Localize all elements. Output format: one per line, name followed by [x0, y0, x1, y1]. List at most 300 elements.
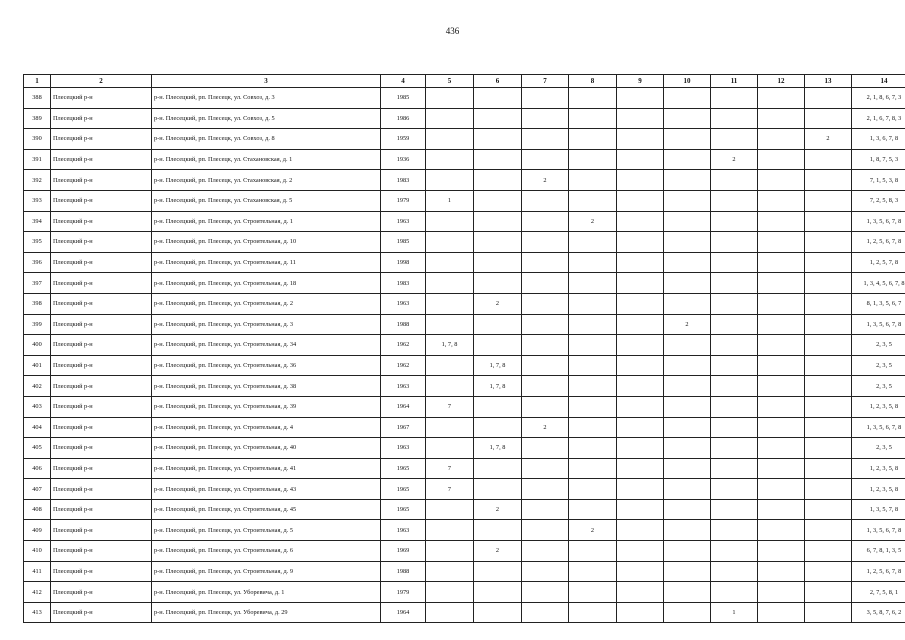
cell-col-6 — [474, 252, 522, 273]
cell-col-8 — [569, 417, 617, 438]
cell-address: р-н. Плесецкий, рп. Плесецк, ул. Совхоз, д. 3 — [152, 88, 381, 109]
cell-address: р-н. Плесецкий, рп. Плесецк, ул. Строительная, д. 45 — [152, 499, 381, 520]
cell-col-11 — [711, 479, 758, 500]
cell-row-number: 402 — [24, 376, 51, 397]
cell-col-10 — [664, 417, 711, 438]
cell-col-12 — [758, 232, 805, 253]
cell-row-number: 408 — [24, 499, 51, 520]
cell-year: 1985 — [381, 232, 426, 253]
cell-col-6 — [474, 396, 522, 417]
cell-codes: 1, 2, 3, 5, 8 — [852, 458, 905, 479]
cell-address: р-н. Плесецкий, рп. Плесецк, ул. Строительная, д. 36 — [152, 355, 381, 376]
cell-col-8 — [569, 582, 617, 603]
cell-col-10 — [664, 149, 711, 170]
cell-col-12 — [758, 602, 805, 623]
cell-col-5 — [426, 149, 474, 170]
cell-codes: 1, 3, 5, 6, 7, 8 — [852, 314, 905, 335]
cell-col-12 — [758, 520, 805, 541]
cell-col-11 — [711, 232, 758, 253]
cell-col-9 — [617, 602, 664, 623]
table-header-row — [24, 75, 905, 88]
cell-col-9 — [617, 479, 664, 500]
cell-col-7 — [522, 479, 569, 500]
cell-col-9 — [617, 458, 664, 479]
cell-col-7 — [522, 541, 569, 562]
cell-col-5 — [426, 541, 474, 562]
cell-year: 1936 — [381, 149, 426, 170]
cell-col-5 — [426, 355, 474, 376]
cell-address: р-н. Плесецкий, рп. Плесецк, ул. Совхоз, д. 5 — [152, 108, 381, 129]
table-body — [24, 88, 905, 623]
cell-col-8 — [569, 479, 617, 500]
cell-address: р-н. Плесецкий, рп. Плесецк, ул. Строительная, д. 43 — [152, 479, 381, 500]
cell-col-8 — [569, 335, 617, 356]
cell-address: р-н. Плесецкий, рп. Плесецк, ул. Строительная, д. 6 — [152, 541, 381, 562]
table-row — [24, 293, 905, 314]
cell-col-7 — [522, 582, 569, 603]
cell-address: р-н. Плесецкий, рп. Плесецк, ул. Уборевича, д. 29 — [152, 602, 381, 623]
cell-row-number: 409 — [24, 520, 51, 541]
cell-col-9 — [617, 170, 664, 191]
cell-col-13 — [805, 252, 852, 273]
column-header: 14 — [852, 75, 905, 88]
cell-col-13 — [805, 396, 852, 417]
cell-col-7 — [522, 561, 569, 582]
cell-col-13 — [805, 520, 852, 541]
cell-col-7 — [522, 335, 569, 356]
cell-col-12 — [758, 335, 805, 356]
cell-col-9 — [617, 376, 664, 397]
cell-year: 1979 — [381, 190, 426, 211]
cell-col-11 — [711, 376, 758, 397]
table-row — [24, 149, 905, 170]
cell-col-7 — [522, 108, 569, 129]
cell-col-10 — [664, 602, 711, 623]
cell-col-13 — [805, 335, 852, 356]
cell-address: р-н. Плесецкий, рп. Плесецк, ул. Строительная, д. 39 — [152, 396, 381, 417]
cell-codes: 1, 3, 5, 6, 7, 8 — [852, 211, 905, 232]
cell-col-11 — [711, 438, 758, 459]
cell-col-13 — [805, 273, 852, 294]
cell-col-12 — [758, 190, 805, 211]
cell-col-6 — [474, 108, 522, 129]
cell-col-12 — [758, 582, 805, 603]
cell-col-7 — [522, 499, 569, 520]
cell-district: Плесецкий р-н — [51, 88, 152, 109]
cell-year: 1963 — [381, 520, 426, 541]
page-number: 436 — [445, 26, 460, 36]
cell-col-10 — [664, 458, 711, 479]
cell-col-8 — [569, 376, 617, 397]
cell-col-6: 2 — [474, 293, 522, 314]
cell-address: р-н. Плесецкий, рп. Плесецк, ул. Строительная, д. 38 — [152, 376, 381, 397]
cell-col-9 — [617, 88, 664, 109]
cell-col-6 — [474, 602, 522, 623]
cell-col-5: 1 — [426, 190, 474, 211]
cell-col-11 — [711, 293, 758, 314]
cell-codes: 2, 1, 8, 6, 7, 3 — [852, 88, 905, 109]
cell-col-7 — [522, 376, 569, 397]
cell-col-5 — [426, 438, 474, 459]
cell-col-7 — [522, 232, 569, 253]
cell-district: Плесецкий р-н — [51, 170, 152, 191]
cell-col-11 — [711, 520, 758, 541]
cell-col-9 — [617, 520, 664, 541]
cell-col-13 — [805, 355, 852, 376]
cell-col-8 — [569, 190, 617, 211]
cell-col-7 — [522, 211, 569, 232]
table-row — [24, 314, 905, 335]
cell-district: Плесецкий р-н — [51, 129, 152, 150]
cell-year: 1964 — [381, 396, 426, 417]
cell-row-number: 397 — [24, 273, 51, 294]
cell-col-12 — [758, 211, 805, 232]
cell-col-9 — [617, 499, 664, 520]
cell-year: 1965 — [381, 479, 426, 500]
cell-col-7 — [522, 314, 569, 335]
cell-col-9 — [617, 273, 664, 294]
cell-year: 1963 — [381, 211, 426, 232]
cell-col-8 — [569, 541, 617, 562]
cell-col-12 — [758, 541, 805, 562]
cell-col-7 — [522, 520, 569, 541]
cell-col-13 — [805, 582, 852, 603]
cell-address: р-н. Плесецкий, рп. Плесецк, ул. Строительная, д. 3 — [152, 314, 381, 335]
cell-col-5 — [426, 252, 474, 273]
cell-row-number: 398 — [24, 293, 51, 314]
column-header: 1 — [24, 75, 51, 88]
cell-col-6 — [474, 232, 522, 253]
table-row — [24, 541, 905, 562]
cell-codes: 2, 3, 5 — [852, 438, 905, 459]
table-row — [24, 602, 905, 623]
cell-col-7 — [522, 355, 569, 376]
cell-col-8 — [569, 314, 617, 335]
cell-col-11 — [711, 273, 758, 294]
cell-col-12 — [758, 438, 805, 459]
cell-col-8 — [569, 149, 617, 170]
cell-row-number: 396 — [24, 252, 51, 273]
cell-address: р-н. Плесецкий, рп. Плесецк, ул. Стахановская, д. 1 — [152, 149, 381, 170]
cell-col-7: 2 — [522, 170, 569, 191]
cell-codes: 1, 3, 4, 5, 6, 7, 8 — [852, 273, 905, 294]
cell-col-10: 2 — [664, 314, 711, 335]
cell-year: 1985 — [381, 88, 426, 109]
cell-col-12 — [758, 170, 805, 191]
cell-codes: 6, 7, 8, 1, 3, 5 — [852, 541, 905, 562]
cell-codes: 2, 1, 6, 7, 8, 3 — [852, 108, 905, 129]
cell-year: 1963 — [381, 438, 426, 459]
cell-district: Плесецкий р-н — [51, 458, 152, 479]
cell-col-5: 7 — [426, 479, 474, 500]
cell-col-7 — [522, 273, 569, 294]
cell-codes: 1, 2, 5, 6, 7, 8 — [852, 232, 905, 253]
cell-col-13 — [805, 458, 852, 479]
cell-col-11 — [711, 458, 758, 479]
cell-col-10 — [664, 438, 711, 459]
cell-row-number: 388 — [24, 88, 51, 109]
cell-year: 1983 — [381, 273, 426, 294]
cell-col-13 — [805, 232, 852, 253]
cell-col-5 — [426, 582, 474, 603]
cell-col-8 — [569, 458, 617, 479]
cell-col-10 — [664, 190, 711, 211]
table-row — [24, 582, 905, 603]
cell-col-13 — [805, 417, 852, 438]
cell-row-number: 393 — [24, 190, 51, 211]
cell-district: Плесецкий р-н — [51, 376, 152, 397]
cell-codes: 2, 7, 5, 8, 1 — [852, 582, 905, 603]
cell-col-12 — [758, 561, 805, 582]
cell-district: Плесецкий р-н — [51, 417, 152, 438]
cell-col-9 — [617, 314, 664, 335]
cell-district: Плесецкий р-н — [51, 499, 152, 520]
cell-col-12 — [758, 458, 805, 479]
cell-col-9 — [617, 438, 664, 459]
cell-codes: 1, 2, 5, 6, 7, 8 — [852, 561, 905, 582]
cell-col-8 — [569, 170, 617, 191]
cell-col-10 — [664, 129, 711, 150]
cell-col-6 — [474, 582, 522, 603]
cell-district: Плесецкий р-н — [51, 561, 152, 582]
cell-district: Плесецкий р-н — [51, 108, 152, 129]
cell-codes: 1, 2, 5, 7, 8 — [852, 252, 905, 273]
cell-address: р-н. Плесецкий, рп. Плесецк, ул. Уборевича, д. 1 — [152, 582, 381, 603]
cell-year: 1963 — [381, 293, 426, 314]
cell-address: р-н. Плесецкий, рп. Плесецк, ул. Строительная, д. 2 — [152, 293, 381, 314]
column-header: 6 — [474, 75, 522, 88]
cell-year: 1965 — [381, 499, 426, 520]
table-row — [24, 396, 905, 417]
cell-col-11 — [711, 541, 758, 562]
cell-row-number: 407 — [24, 479, 51, 500]
table-row — [24, 190, 905, 211]
cell-col-11 — [711, 561, 758, 582]
cell-col-6 — [474, 479, 522, 500]
cell-address: р-н. Плесецкий, рп. Плесецк, ул. Строительная, д. 10 — [152, 232, 381, 253]
cell-address: р-н. Плесецкий, рп. Плесецк, ул. Совхоз, д. 8 — [152, 129, 381, 150]
cell-col-13 — [805, 561, 852, 582]
column-header: 4 — [381, 75, 426, 88]
cell-col-8 — [569, 232, 617, 253]
cell-col-5 — [426, 314, 474, 335]
cell-col-12 — [758, 108, 805, 129]
cell-col-5 — [426, 108, 474, 129]
cell-col-5 — [426, 88, 474, 109]
table-row — [24, 438, 905, 459]
cell-year: 1965 — [381, 458, 426, 479]
cell-col-5 — [426, 561, 474, 582]
cell-codes: 7, 1, 5, 3, 8 — [852, 170, 905, 191]
column-header: 11 — [711, 75, 758, 88]
table-row — [24, 232, 905, 253]
cell-year: 1983 — [381, 170, 426, 191]
table-row — [24, 273, 905, 294]
column-header: 12 — [758, 75, 805, 88]
cell-address: р-н. Плесецкий, рп. Плесецк, ул. Строительная, д. 11 — [152, 252, 381, 273]
cell-col-11 — [711, 211, 758, 232]
cell-col-10 — [664, 499, 711, 520]
cell-col-6 — [474, 458, 522, 479]
cell-col-13 — [805, 293, 852, 314]
cell-col-11 — [711, 108, 758, 129]
cell-col-13 — [805, 499, 852, 520]
cell-col-12 — [758, 417, 805, 438]
column-header: 9 — [617, 75, 664, 88]
table-row — [24, 335, 905, 356]
table-row — [24, 520, 905, 541]
cell-year: 1959 — [381, 129, 426, 150]
cell-col-8 — [569, 561, 617, 582]
cell-district: Плесецкий р-н — [51, 335, 152, 356]
cell-year: 1988 — [381, 314, 426, 335]
cell-col-5 — [426, 293, 474, 314]
cell-row-number: 400 — [24, 335, 51, 356]
cell-address: р-н. Плесецкий, рп. Плесецк, ул. Строительная, д. 5 — [152, 520, 381, 541]
cell-col-12 — [758, 149, 805, 170]
cell-col-7 — [522, 190, 569, 211]
cell-col-7 — [522, 438, 569, 459]
cell-col-10 — [664, 541, 711, 562]
cell-col-5: 7 — [426, 458, 474, 479]
column-header: 8 — [569, 75, 617, 88]
column-header: 13 — [805, 75, 852, 88]
cell-codes: 1, 3, 5, 6, 7, 8 — [852, 417, 905, 438]
cell-district: Плесецкий р-н — [51, 252, 152, 273]
cell-col-9 — [617, 582, 664, 603]
cell-col-10 — [664, 108, 711, 129]
cell-col-9 — [617, 190, 664, 211]
cell-col-12 — [758, 252, 805, 273]
table-row — [24, 170, 905, 191]
cell-col-6 — [474, 520, 522, 541]
cell-col-7 — [522, 602, 569, 623]
cell-col-11: 1 — [711, 602, 758, 623]
cell-row-number: 394 — [24, 211, 51, 232]
cell-col-6 — [474, 190, 522, 211]
cell-district: Плесецкий р-н — [51, 479, 152, 500]
cell-col-11 — [711, 355, 758, 376]
cell-col-13 — [805, 314, 852, 335]
column-header: 7 — [522, 75, 569, 88]
cell-col-9 — [617, 211, 664, 232]
table-row — [24, 252, 905, 273]
cell-codes: 2, 3, 5 — [852, 355, 905, 376]
cell-row-number: 404 — [24, 417, 51, 438]
cell-col-13 — [805, 149, 852, 170]
cell-col-8 — [569, 602, 617, 623]
cell-col-6 — [474, 335, 522, 356]
cell-row-number: 405 — [24, 438, 51, 459]
cell-col-7 — [522, 88, 569, 109]
cell-col-9 — [617, 335, 664, 356]
cell-col-13 — [805, 170, 852, 191]
cell-col-11 — [711, 499, 758, 520]
cell-col-13 — [805, 376, 852, 397]
cell-row-number: 406 — [24, 458, 51, 479]
cell-year: 1988 — [381, 561, 426, 582]
cell-row-number: 411 — [24, 561, 51, 582]
cell-codes: 8, 1, 3, 5, 6, 7 — [852, 293, 905, 314]
cell-col-12 — [758, 396, 805, 417]
cell-col-7 — [522, 129, 569, 150]
cell-col-8 — [569, 252, 617, 273]
cell-district: Плесецкий р-н — [51, 355, 152, 376]
cell-district: Плесецкий р-н — [51, 438, 152, 459]
column-header: 2 — [51, 75, 152, 88]
cell-col-10 — [664, 170, 711, 191]
table-row — [24, 88, 905, 109]
cell-col-6 — [474, 170, 522, 191]
cell-col-12 — [758, 479, 805, 500]
cell-col-9 — [617, 252, 664, 273]
cell-codes: 7, 2, 5, 8, 3 — [852, 190, 905, 211]
cell-col-13 — [805, 602, 852, 623]
cell-year: 1969 — [381, 541, 426, 562]
table-row — [24, 561, 905, 582]
cell-col-10 — [664, 232, 711, 253]
cell-col-11 — [711, 252, 758, 273]
cell-address: р-н. Плесецкий, рп. Плесецк, ул. Строительная, д. 9 — [152, 561, 381, 582]
cell-col-7 — [522, 293, 569, 314]
cell-col-6 — [474, 417, 522, 438]
cell-codes: 3, 5, 8, 7, 6, 2 — [852, 602, 905, 623]
cell-col-12 — [758, 88, 805, 109]
cell-col-6: 1, 7, 8 — [474, 355, 522, 376]
cell-address: р-н. Плесецкий, рп. Плесецк, ул. Стахановская, д. 2 — [152, 170, 381, 191]
cell-col-8 — [569, 129, 617, 150]
cell-col-11 — [711, 335, 758, 356]
table-row — [24, 417, 905, 438]
cell-col-8: 2 — [569, 211, 617, 232]
cell-codes: 1, 3, 6, 7, 8 — [852, 129, 905, 150]
cell-col-10 — [664, 293, 711, 314]
table-row — [24, 129, 905, 150]
cell-col-11 — [711, 170, 758, 191]
cell-col-10 — [664, 273, 711, 294]
cell-col-11: 2 — [711, 149, 758, 170]
cell-year: 1962 — [381, 355, 426, 376]
cell-col-13 — [805, 541, 852, 562]
cell-row-number: 413 — [24, 602, 51, 623]
cell-col-6 — [474, 211, 522, 232]
column-header: 10 — [664, 75, 711, 88]
cell-district: Плесецкий р-н — [51, 314, 152, 335]
cell-col-10 — [664, 396, 711, 417]
cell-col-12 — [758, 314, 805, 335]
cell-col-9 — [617, 417, 664, 438]
cell-year: 1998 — [381, 252, 426, 273]
cell-col-9 — [617, 149, 664, 170]
cell-col-6 — [474, 273, 522, 294]
cell-row-number: 392 — [24, 170, 51, 191]
cell-col-8 — [569, 355, 617, 376]
cell-col-9 — [617, 355, 664, 376]
cell-col-8: 2 — [569, 520, 617, 541]
cell-row-number: 403 — [24, 396, 51, 417]
cell-codes: 1, 3, 5, 6, 7, 8 — [852, 520, 905, 541]
cell-col-10 — [664, 479, 711, 500]
cell-col-5 — [426, 170, 474, 191]
cell-col-7 — [522, 252, 569, 273]
cell-address: р-н. Плесецкий, рп. Плесецк, ул. Стахановская, д. 5 — [152, 190, 381, 211]
cell-col-10 — [664, 252, 711, 273]
cell-col-10 — [664, 582, 711, 603]
cell-col-8 — [569, 108, 617, 129]
cell-col-5 — [426, 376, 474, 397]
cell-codes: 1, 8, 7, 5, 3 — [852, 149, 905, 170]
cell-col-8 — [569, 293, 617, 314]
